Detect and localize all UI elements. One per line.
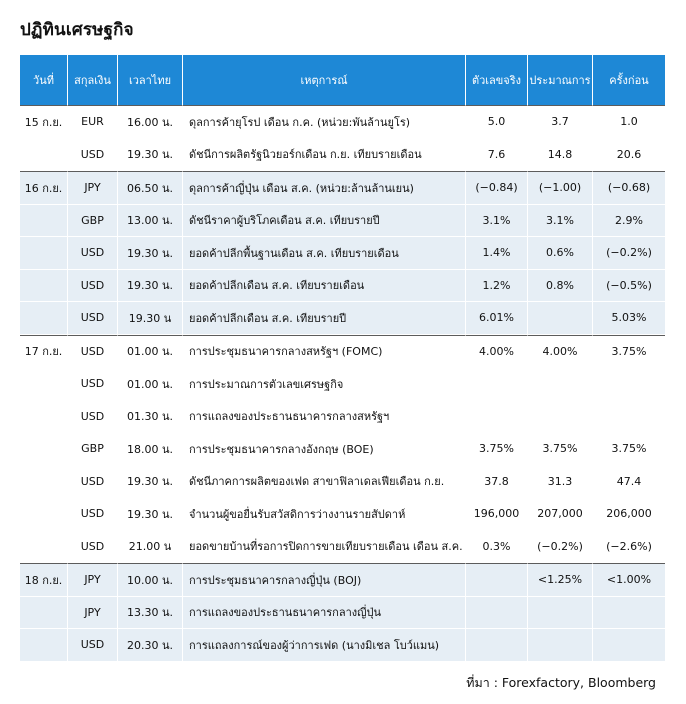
previous-cell: 3.75% [593,433,665,466]
time-cell: 19.30 น. [118,237,183,270]
forecast-cell [528,597,593,630]
date-cell [20,237,68,270]
table-row [20,401,665,434]
previous-cell: 20.6 [593,139,665,172]
time-cell: 16.00 น. [118,105,183,139]
previous-cell: 5.03% [593,302,665,335]
table-row [20,597,665,630]
actual-cell: 1.2% [466,270,528,303]
event-cell: ยอดค้าปลีกเดือน ส.ค. เทียบรายเดือน [183,270,466,303]
forecast-cell: 207,000 [528,498,593,531]
time-cell: 19.30 น. [118,139,183,172]
previous-cell: (−0.5%) [593,270,665,303]
event-cell: ดัชนีภาคการผลิตของเฟด สาขาฟิลาเดลเฟียเดือน ก.ย. [183,466,466,499]
date-cell [20,302,68,335]
currency-cell: USD [68,498,118,531]
header-actual: ตัวเลขจริง [466,55,528,105]
actual-cell [466,563,528,597]
previous-cell [593,597,665,630]
table-row [20,629,665,662]
date-cell [20,597,68,630]
table-body [20,105,665,662]
event-cell: การแถลงการณ์ของผู้ว่าการเฟด (นางมิเชล โบว์แมน) [183,629,466,662]
forecast-cell: 0.6% [528,237,593,270]
currency-cell: USD [68,237,118,270]
previous-cell: 1.0 [593,105,665,139]
previous-cell: (−0.68) [593,171,665,205]
table-row [20,335,665,369]
currency-cell: JPY [68,597,118,630]
forecast-cell: (−1.00) [528,171,593,205]
table-row [20,368,665,401]
event-cell: ยอดขายบ้านที่รอการปิดการขายเทียบรายเดือน เดือน ส.ค. [183,531,466,564]
date-cell [20,498,68,531]
forecast-cell: 31.3 [528,466,593,499]
event-cell: ดัชนีการผลิตรัฐนิวยอร์กเดือน ก.ย. เทียบรายเดือน [183,139,466,172]
currency-cell: USD [68,139,118,172]
previous-cell: <1.00% [593,563,665,597]
date-cell [20,139,68,172]
previous-cell [593,401,665,434]
event-cell: การประชุมธนาคารกลางอังกฤษ (BOE) [183,433,466,466]
date-cell [20,531,68,564]
header-currency: สกุลเงิน [68,55,118,105]
forecast-cell [528,401,593,434]
forecast-cell: 3.75% [528,433,593,466]
time-cell: 06.50 น. [118,171,183,205]
table-row [20,171,665,205]
event-cell: ดุลการค้าญี่ปุ่น เดือน ส.ค. (หน่วย:ล้านล้านเยน) [183,171,466,205]
actual-cell: 6.01% [466,302,528,335]
currency-cell: GBP [68,433,118,466]
currency-cell: USD [68,466,118,499]
table-row [20,205,665,238]
event-cell: การประชุมธนาคารกลางสหรัฐฯ (FOMC) [183,335,466,369]
actual-cell: (−0.84) [466,171,528,205]
previous-cell: 2.9% [593,205,665,238]
actual-cell: 196,000 [466,498,528,531]
time-cell: 13.00 น. [118,205,183,238]
currency-cell: JPY [68,563,118,597]
table-row [20,270,665,303]
currency-cell: USD [68,531,118,564]
table-row [20,531,665,564]
currency-cell: USD [68,368,118,401]
forecast-cell [528,302,593,335]
actual-cell: 4.00% [466,335,528,369]
time-cell: 21.00 น [118,531,183,564]
date-cell [20,629,68,662]
previous-cell: (−0.2%) [593,237,665,270]
event-cell: การแถลงของประธานธนาคารกลางญี่ปุ่น [183,597,466,630]
table-row [20,433,665,466]
actual-cell: 3.1% [466,205,528,238]
forecast-cell: 0.8% [528,270,593,303]
time-cell: 20.30 น. [118,629,183,662]
previous-cell: 3.75% [593,335,665,369]
date-cell: 18 ก.ย. [20,563,68,597]
time-cell: 19.30 น. [118,466,183,499]
date-cell [20,205,68,238]
currency-cell: USD [68,335,118,369]
header-previous: ครั้งก่อน [593,55,665,105]
actual-cell [466,597,528,630]
actual-cell [466,368,528,401]
header-forecast: ประมาณการ [528,55,593,105]
time-cell: 19.30 น. [118,498,183,531]
event-cell: ดุลการค้ายุโรป เดือน ก.ค. (หน่วย:พันล้านยูโร) [183,105,466,139]
time-cell: 01.00 น. [118,335,183,369]
forecast-cell: 3.7 [528,105,593,139]
event-cell: การประชุมธนาคารกลางญี่ปุ่น (BOJ) [183,563,466,597]
time-cell: 19.30 น. [118,270,183,303]
actual-cell: 3.75% [466,433,528,466]
source-note: ที่มา : Forexfactory, Bloomberg [466,675,656,690]
date-cell: 15 ก.ย. [20,105,68,139]
event-cell: จำนวนผู้ขอยื่นรับสวัสดิการว่างงานรายสัปดาห์ [183,498,466,531]
time-cell: 01.00 น. [118,368,183,401]
header-event: เหตุการณ์ [183,55,466,105]
table-row [20,237,665,270]
event-cell: การแถลงของประธานธนาคารกลางสหรัฐฯ [183,401,466,434]
previous-cell: 206,000 [593,498,665,531]
actual-cell [466,629,528,662]
forecast-cell: 3.1% [528,205,593,238]
forecast-cell: <1.25% [528,563,593,597]
forecast-cell [528,629,593,662]
event-cell: ยอดค้าปลีกพื้นฐานเดือน ส.ค. เทียบรายเดือน [183,237,466,270]
economic-calendar-table [20,55,665,662]
table-row [20,105,665,139]
currency-cell: GBP [68,205,118,238]
table-row [20,302,665,335]
page-title: ปฏิทินเศรษฐกิจ [20,20,134,40]
forecast-cell: 14.8 [528,139,593,172]
date-cell [20,466,68,499]
time-cell: 13.30 น. [118,597,183,630]
date-cell: 16 ก.ย. [20,171,68,205]
time-cell: 01.30 น. [118,401,183,434]
date-cell [20,270,68,303]
previous-cell: (−2.6%) [593,531,665,564]
previous-cell [593,368,665,401]
header-date: วันที่ [20,55,68,105]
currency-cell: EUR [68,105,118,139]
currency-cell: USD [68,629,118,662]
forecast-cell [528,368,593,401]
event-cell: ดัชนีราคาผู้บริโภคเดือน ส.ค. เทียบรายปี [183,205,466,238]
date-cell [20,368,68,401]
actual-cell [466,401,528,434]
header-row [20,55,665,105]
forecast-cell: (−0.2%) [528,531,593,564]
event-cell: ยอดค้าปลีกเดือน ส.ค. เทียบรายปี [183,302,466,335]
currency-cell: USD [68,270,118,303]
date-cell [20,433,68,466]
date-cell [20,401,68,434]
actual-cell: 1.4% [466,237,528,270]
currency-cell: USD [68,302,118,335]
event-cell: การประมาณการตัวเลขเศรษฐกิจ [183,368,466,401]
time-cell: 18.00 น. [118,433,183,466]
header-time: เวลาไทย [118,55,183,105]
time-cell: 19.30 น [118,302,183,335]
table-row [20,466,665,499]
actual-cell: 5.0 [466,105,528,139]
date-cell: 17 ก.ย. [20,335,68,369]
forecast-cell: 4.00% [528,335,593,369]
table-row [20,563,665,597]
currency-cell: JPY [68,171,118,205]
previous-cell: 47.4 [593,466,665,499]
actual-cell: 37.8 [466,466,528,499]
time-cell: 10.00 น. [118,563,183,597]
actual-cell: 0.3% [466,531,528,564]
actual-cell: 7.6 [466,139,528,172]
table-row [20,139,665,172]
previous-cell [593,629,665,662]
currency-cell: USD [68,401,118,434]
table-row [20,498,665,531]
